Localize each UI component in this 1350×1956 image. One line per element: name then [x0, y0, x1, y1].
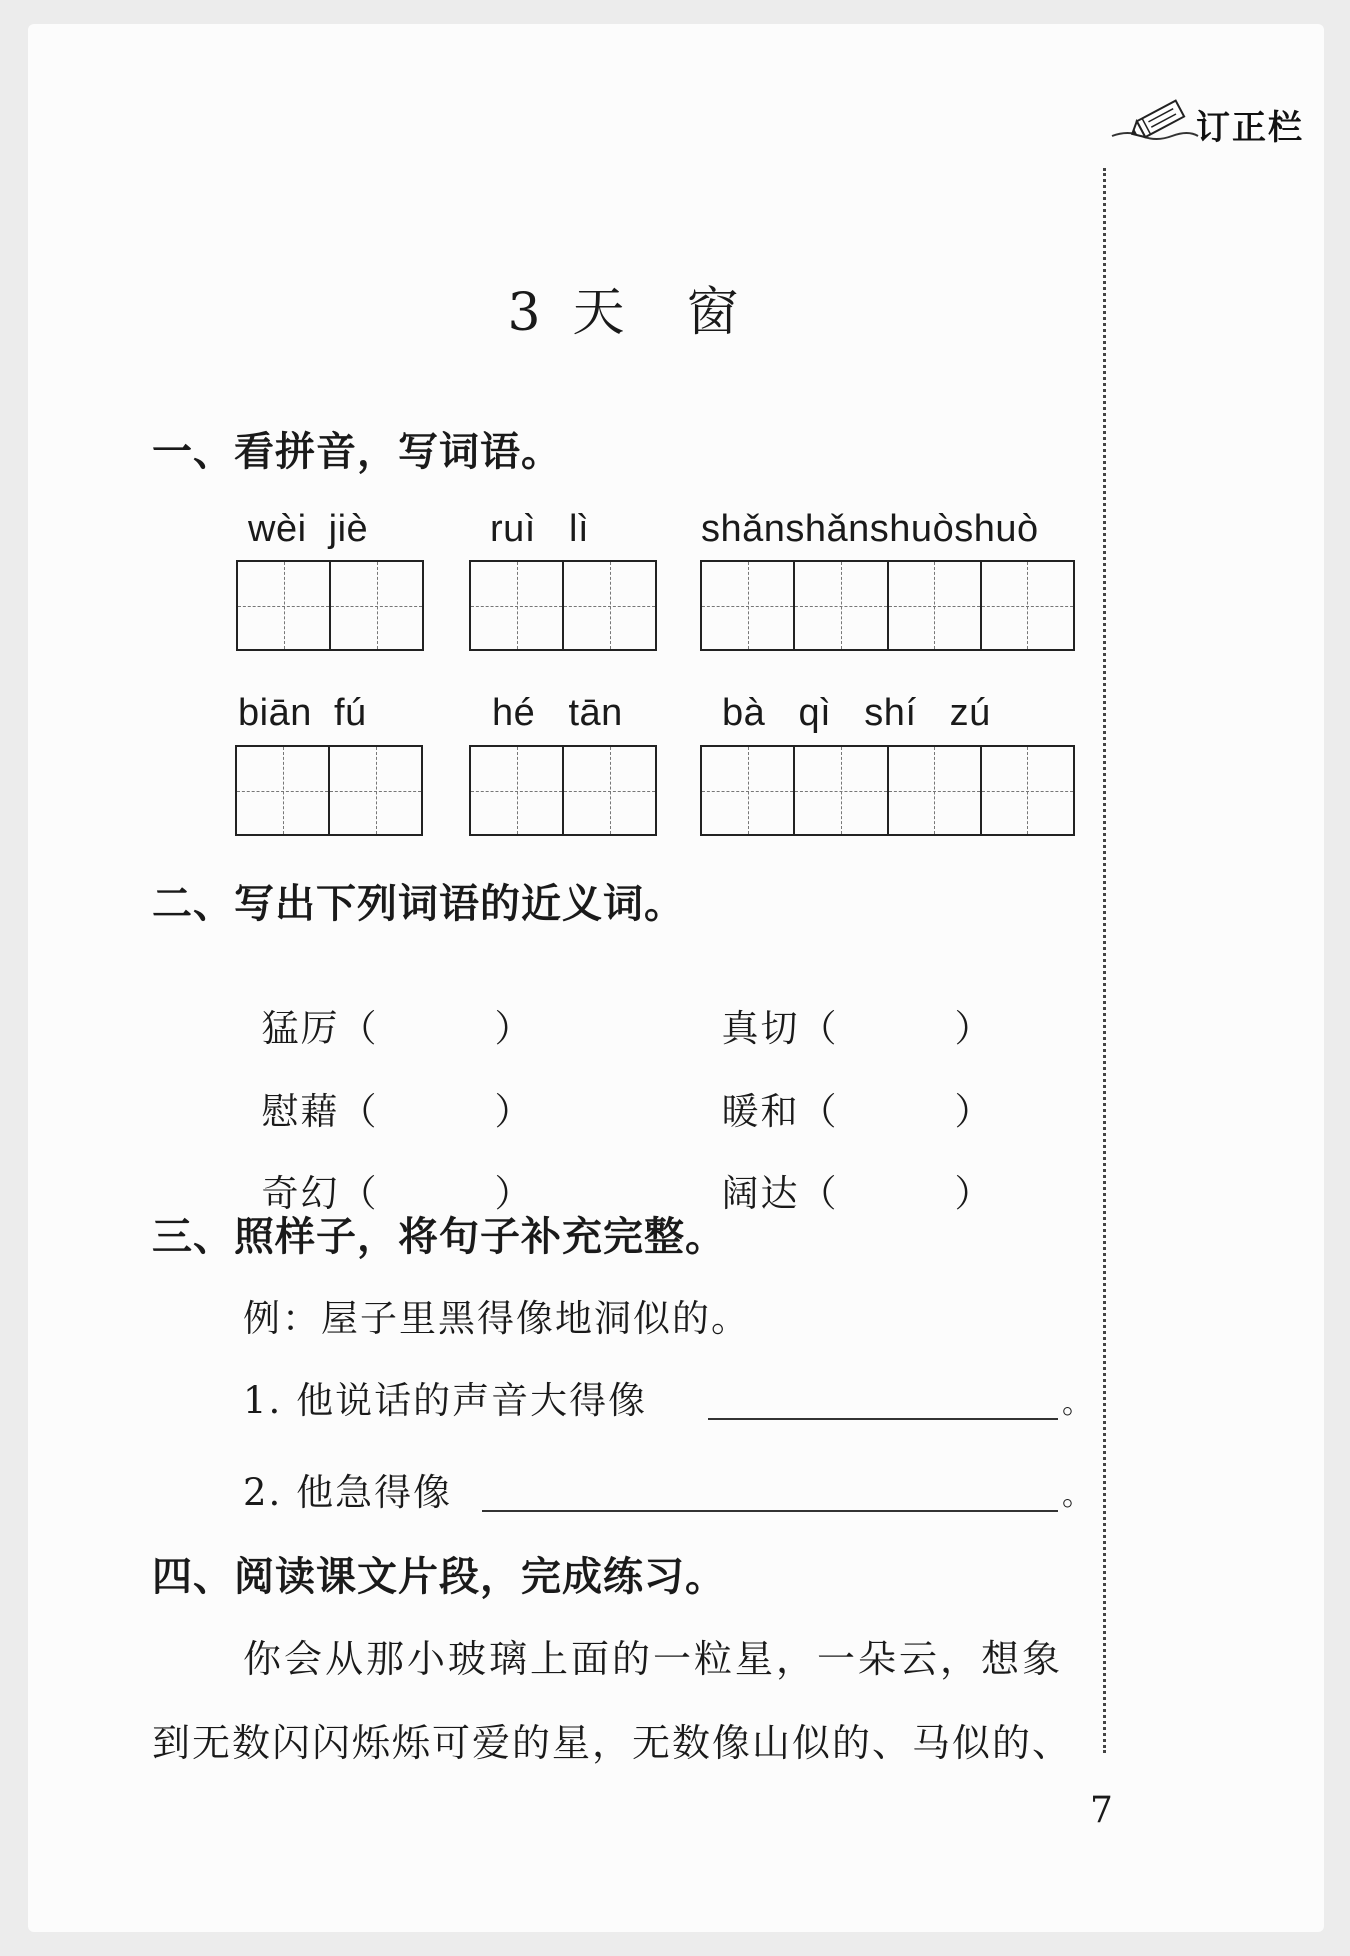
correction-column-label: 订正栏	[1196, 108, 1304, 148]
writing-cell[interactable]	[471, 747, 564, 834]
open-paren: （	[799, 1090, 837, 1133]
synonym-word: 暖和	[721, 1090, 800, 1133]
passage-line-2: 到无数闪闪烁烁可爱的星，无数像山似的、马似的、	[152, 1721, 1073, 1765]
question-2-text: 2. 他急得像	[243, 1471, 453, 1514]
pinyin-label: hé tān	[492, 692, 623, 734]
writing-cell[interactable]	[982, 562, 1073, 649]
pinyin-label: ruì lì	[490, 508, 590, 550]
writing-cell[interactable]	[330, 747, 421, 834]
section-3-heading: 三、照样子，将句子补充完整。	[152, 1214, 726, 1260]
writing-cell[interactable]	[795, 747, 888, 834]
page-number: 7	[1090, 1790, 1113, 1831]
lesson-number: 3	[507, 283, 545, 343]
writing-cell[interactable]	[982, 747, 1073, 834]
passage-line-1: 你会从那小玻璃上面的一粒星，一朵云，想象	[243, 1637, 1064, 1681]
open-paren: （	[799, 1172, 837, 1215]
lesson-title-char-2: 窗	[686, 283, 743, 343]
writing-cell[interactable]	[471, 562, 564, 649]
writing-cell[interactable]	[238, 562, 331, 649]
close-paren: ）	[494, 1172, 532, 1215]
writing-cell[interactable]	[889, 747, 982, 834]
question-1-period: 。	[1062, 1386, 1094, 1421]
writing-cell[interactable]	[331, 562, 422, 649]
synonym-item[interactable]	[238, 1120, 532, 1217]
writing-grid[interactable]	[235, 745, 423, 836]
close-paren: ）	[954, 1007, 992, 1050]
section-2-heading: 二、写出下列词语的近义词。	[152, 881, 685, 927]
writing-cell[interactable]	[795, 562, 888, 649]
pencil-icon	[1108, 92, 1200, 152]
synonym-item[interactable]	[698, 1120, 992, 1217]
writing-grid[interactable]	[700, 560, 1075, 651]
question-2-period: 。	[1062, 1478, 1094, 1513]
pinyin-label: bà qì shí zú	[722, 692, 991, 734]
writing-grid[interactable]	[236, 560, 424, 651]
pinyin-label: shǎnshǎnshuòshuò	[701, 508, 1039, 550]
writing-cell[interactable]	[564, 747, 655, 834]
open-paren: （	[339, 1090, 377, 1133]
writing-grid[interactable]	[469, 560, 657, 651]
open-paren: （	[799, 1007, 837, 1050]
question-2-answer-line[interactable]	[482, 1510, 1058, 1512]
synonym-word: 真切	[721, 1007, 800, 1050]
open-paren: （	[339, 1172, 377, 1215]
writing-cell[interactable]	[702, 747, 795, 834]
writing-grid[interactable]	[469, 745, 657, 836]
synonym-word: 阔达	[721, 1172, 800, 1215]
synonym-word: 奇幻	[261, 1172, 340, 1215]
close-paren: ）	[494, 1090, 532, 1133]
writing-cell[interactable]	[237, 747, 330, 834]
writing-grid[interactable]	[700, 745, 1075, 836]
writing-cell[interactable]	[889, 562, 982, 649]
question-1-text: 1. 他说话的声音大得像	[243, 1379, 648, 1422]
example-sentence: 例：屋子里黑得像地洞似的。	[243, 1297, 750, 1340]
open-paren: （	[339, 1007, 377, 1050]
synonym-word: 猛厉	[261, 1007, 340, 1050]
section-4-heading: 四、阅读课文片段，完成练习。	[152, 1554, 726, 1600]
correction-column-divider	[1103, 168, 1106, 1753]
close-paren: ）	[494, 1007, 532, 1050]
writing-cell[interactable]	[564, 562, 655, 649]
close-paren: ）	[954, 1172, 992, 1215]
lesson-title-char-1: 天	[572, 283, 629, 343]
close-paren: ）	[954, 1090, 992, 1133]
synonym-word: 慰藉	[261, 1090, 340, 1133]
correction-column-header	[1108, 92, 1328, 162]
pinyin-label: biān fú	[238, 692, 367, 734]
pinyin-label: wèi jiè	[248, 508, 369, 550]
lesson-title	[0, 270, 1250, 345]
section-1-heading: 一、看拼音，写词语。	[152, 429, 562, 475]
question-1-answer-line[interactable]	[708, 1418, 1058, 1420]
writing-cell[interactable]	[702, 562, 795, 649]
